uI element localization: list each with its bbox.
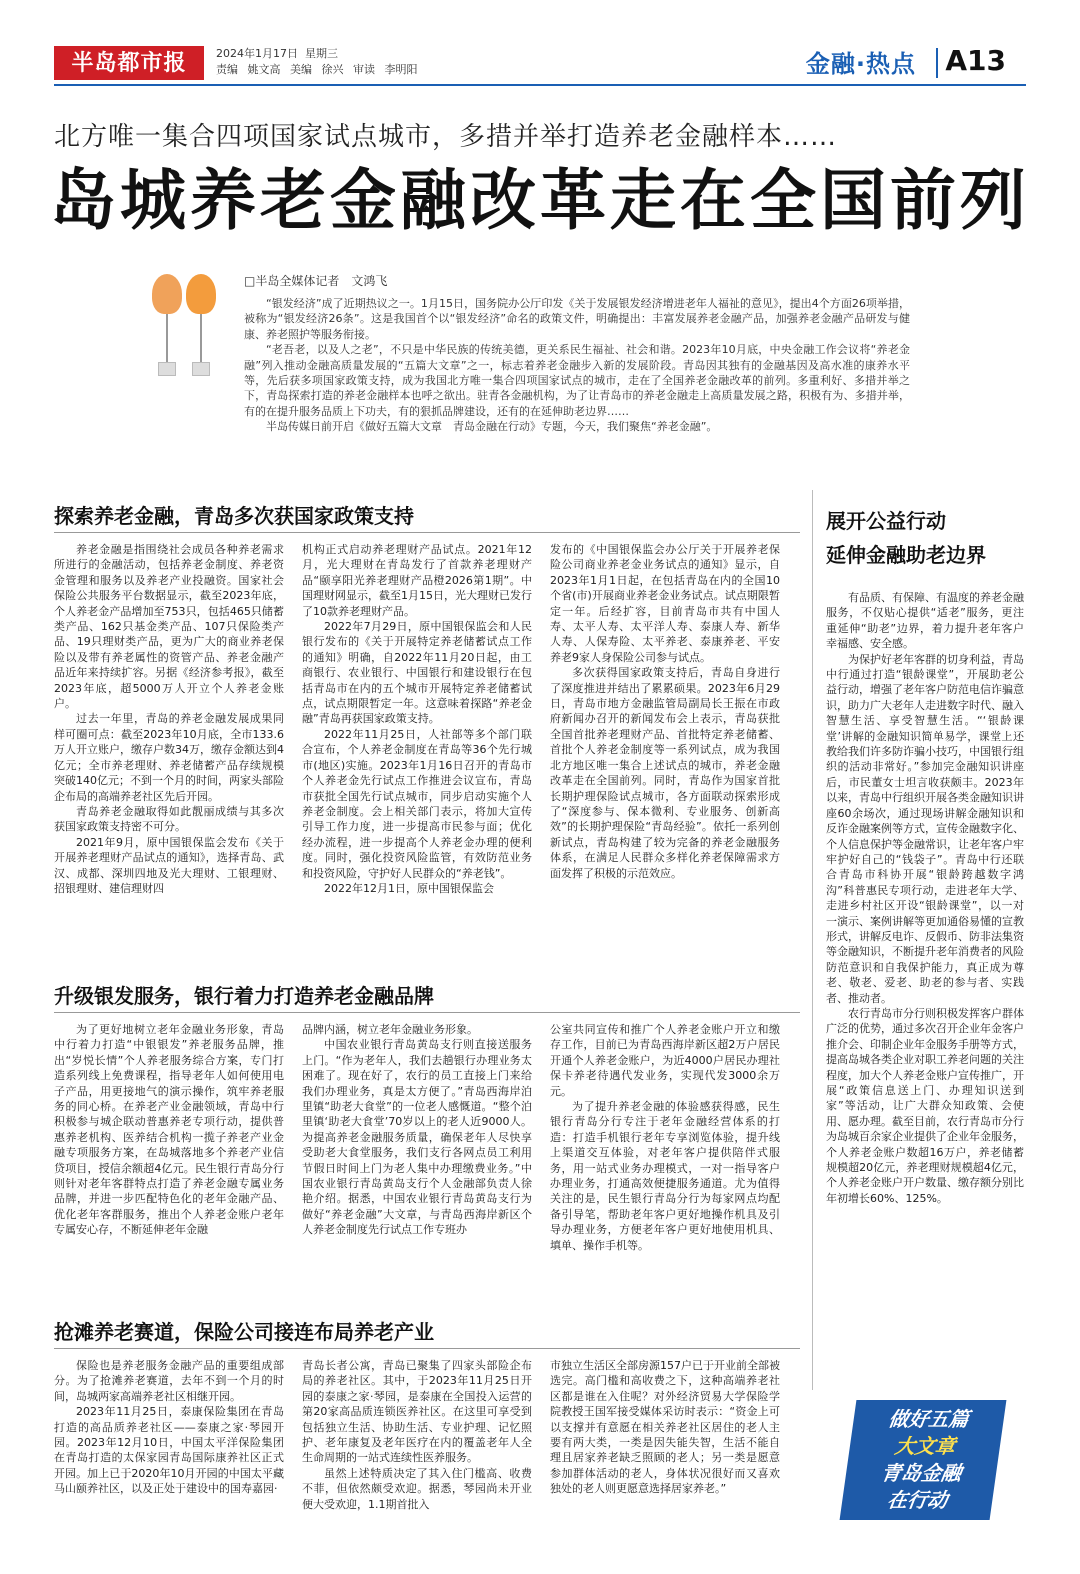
- credit-name: 李明阳: [384, 63, 418, 76]
- article-paragraph: 品牌内涵，树立老年金融业务形象。: [302, 1023, 478, 1036]
- credit-role: 美编: [290, 63, 312, 76]
- intro-paragraph: “老吾老，以及人之老”，不只是中华民族的传统美德，更关系民生福祉、社会和谐。2023年10月底，中央金融工作会议将“养老金融”列入推动金融高质量发展的“五篇大文章”之一，标志着养老金融步入新的发展阶段。青岛因其独有的金融基因及高水准的康养水平等，先后获多项国家政策支持，成为我国北方唯一集合四项国家试点的城市，走在了全国养老金融改革的前列。多重利好、多措并举之下，青岛探索打造的养老金融样本也呼之欲出。驻青各金融机构，为了让青岛市的养老金融走上高质量发展之路，积极有为、多措并举，有的在提升服务品质上下功夫，有的狠抓品牌建设，还有的在延伸助老边界……: [244, 343, 910, 418]
- article-paragraph: 市独立生活区全部房源157户已于开业前全部被选完。高门槛和高收费之下，这种高端养老社区都是谁在入住呢？对外经济贸易大学保险学院教授王国军接受媒体采访时表示：“资金上可以支撑并有意愿在相关养老社区居住的老人主要有两大类，一类是因失能失智，生活不能自理且居家养老缺乏照顾的老人；另一类是愿意参加群体活动的老人，身体状况很好而又喜欢独处的老人则更愿意选择居家养老。”: [550, 1359, 780, 1496]
- article-paragraph: 过去一年里，青岛的养老金融发展成果同样可圈可点：截至2023年10月底，全市133.6万人开立账户，缴存户数34万，缴存金额达到4亿元；全市养老理财、养老储蓄产品存续规模突破140亿元；不到一个月的时间，两家头部险企布局的高端养老社区先后开园。: [54, 712, 284, 803]
- byline: □半岛全媒体记者 文鸿飞: [244, 274, 388, 288]
- page-number: A13: [945, 44, 1006, 77]
- section-title: 探索养老金融，青岛多次获国家政策支持: [54, 504, 414, 528]
- article-column: [54, 1358, 284, 1497]
- article-column: [550, 1022, 780, 1253]
- campaign-badge-line: 青岛金融: [879, 1461, 963, 1485]
- article-paragraph: 为了提升养老金融的体验感获得感，民生银行青岛分行专注于老年金融经营体系的打造：打造手机银行老年专享浏览体验，提升线上渠道交互体验，对老年客户提供陪伴式服务，用一站式业务办理模式，一对一指导客户办理业务，打通高效便捷服务通道。尤为值得关注的是，民生银行青岛分行为每家网点均配备引导笔，帮助老年客户更好地操作机具及引导办理业务，方便老年客户更好地使用机具、填单、操作手机等。: [550, 1100, 780, 1252]
- article-paragraph: 2022年11月25日，人社部等多个部门联合宣布，个人养老金制度在青岛等36个先行城市(地区)实施。2023年1月16日召开的青岛市个人养老金先行试点工作推进会议宣布，青岛市获批全国先行试点城市，同步启动实施个人养老金制度。会上相关部门表示，将加大宣传引导工作力度，进一步提高市民参与面；优化经办流程，进一步提高个人养老金办理的便利度。同时，强化投资风险监管，有效防范业务和投资风险，守护好人民群众的“养老钱”。: [302, 727, 532, 880]
- article-paragraph: 有品质、有保障、有温度的养老金融服务，不仅贴心提供“适老”服务，更注重延伸“助老”边界，着力提升老年客户幸福感、安全感。: [826, 591, 1024, 651]
- section-title: 升级银发服务，银行着力打造养老金融品牌: [54, 984, 434, 1008]
- sidebar-title-line: 延伸金融助老边界: [826, 543, 986, 567]
- article-paragraph: 公室共同宣传和推广个人养老金账户开立和缴存工作，目前已为青岛西海岸新区超2万户居民开通个人养老金账户，为近4000户居民办理社保卡养老待遇代发业务，实现代发3000余万元。: [550, 1023, 780, 1098]
- article-paragraph: 机构正式启动养老理财产品试点。2021年12月，光大理财在青岛发行了首款养老理财产品“颐享阳光养老理财产品橙2026第1期”。中国理财网显示，截至1月15日，光大理财已发行了10款养老理财产品。: [302, 543, 532, 618]
- issue-meta: [216, 46, 424, 78]
- newspaper-logo: 半岛都市报: [54, 46, 204, 80]
- article-paragraph: 多次获得国家政策支持后，青岛自身进行了深度推进并结出了累累硕果。2023年6月29日，青岛市地方金融监管局副局长王振在市政府新闻办召开的新闻发布会上表示，青岛获批全国首批养老理财产品、首批特定养老储蓄、首批个人养老金制度等一系列试点，成为我国北方地区唯一集合上述试点的城市，养老金融改革走在全国前列。同时，青岛作为国家首批长期护理保险试点城市，各方面联动探索形成了“深度参与、保本微利、专业服务、创新高效”的长期护理保险“青岛经验”。依托一系列创新试点，青岛构建了较为完备的养老金融服务体系，在满足人民群众多样化养老保障需求方面发挥了积极的示范效应。: [550, 666, 780, 880]
- article-paragraph: 2023年11月25日，泰康保险集团在青岛打造的高品质养老社区——泰康之家·琴园开园。2023年12月10日，中国太平洋保险集团在青岛打造的太保家园青岛国际康养社区正式开园。加上已于2020年10月开园的中国太平藏马山颐养社区，以及正处于建设中的国寿嘉园·: [54, 1405, 284, 1496]
- campaign-badge: [840, 1400, 1007, 1520]
- article-column: [550, 1358, 780, 1497]
- campaign-badge-line: 做好五篇: [887, 1407, 971, 1431]
- masthead: [54, 42, 1026, 82]
- section-rule: [54, 1012, 800, 1013]
- section-label: 金融·热点: [805, 50, 916, 78]
- intro-paragraph: “银发经济”成了近期热议之一。1月15日，国务院办公厅印发《关于发展银发经济增进老年人福祉的意见》，提出4个方面26项举措，被称为“银发经济26条”。这是我国首个以“银发经济”命名的政策文件，明确提出：丰富发展养老金融产品，加强养老金融产品研发与健康、养老照护等服务衔接。: [244, 297, 910, 341]
- article-paragraph: 虽然上述特质决定了其入住门槛高、收费不菲，但依然颇受欢迎。据悉，琴园尚未开业便大受欢迎，1.1期首批入: [302, 1466, 532, 1511]
- issue-weekday: 星期三: [305, 47, 338, 60]
- quote-mark-icon: [150, 270, 230, 390]
- credit-name: 姚文高: [247, 63, 281, 76]
- article-paragraph: 2021年9月，原中国银保监会发布《关于开展养老理财产品试点的通知》，选择青岛、武汉、成都、深圳四地及光大理财、工银理财、招银理财、建信理财四: [54, 835, 284, 895]
- campaign-badge-line: 大文章: [893, 1434, 957, 1458]
- article-paragraph: 农行青岛市分行则积极发挥客户群体广泛的优势，通过多次召开企业年金客户推介会、印制企业年金服务手册等方式，提高岛城各类企业对职工养老问题的关注程度，加大个人养老金账户宣传推广，开展“政策信息送上门、办理知识送到家”等活动，让广大群众知政策、会使用、愿办理。截至目前，农行青岛市分行为岛城百余家企业提供了企业年金服务，个人养老金账户数超16万户，养老储蓄规模超20亿元，养老理财规模超4亿元，个人养老金账户开户数量、缴存额分别比年初增长60%、125%。: [826, 1006, 1024, 1205]
- section-rule: [54, 1348, 800, 1349]
- article-paragraph: 发布的《中国银保监会办公厅关于开展养老保险公司商业养老金业务试点的通知》显示，自2023年1月1日起，在包括青岛在内的全国10个省(市)开展商业养老金业务试点。试点期限暂定一年。后经扩容，目前青岛市共有中国人寿、太平人寿、太平洋人寿、泰康人寿、新华人寿、人保寿险、太平养老、泰康养老、平安养老9家人身保险公司参与试点。: [550, 543, 780, 664]
- issue-date: 2024年1月17日: [216, 47, 298, 60]
- article-paragraph: 保险也是养老服务金融产品的重要组成部分。为了抢滩养老赛道，去年不到一个月的时间，岛城两家高端养老社区相继开园。: [54, 1359, 284, 1403]
- article-paragraph: 养老金融是指围绕社会成员各种养老需求所进行的金融活动，包括养老金制度、养老资金管理和服务以及养老产业投融资。国家社会保险公共服务平台数据显示，截至2023年底，个人养老金产品增加至753只，包括465只储蓄类产品、162只基金类产品、107只保险类产品、19只理财类产品，更为广大的商业养老保险以及带有养老属性的资管产品、养老金融产品近年来持续扩容。另据《经济参考报》，截至2023年底，超5000万人开立个人养老金账户。: [54, 543, 284, 711]
- credit-name: 徐兴: [321, 63, 344, 76]
- main-headline: 岛城养老金融改革走在全国前列: [50, 162, 1030, 239]
- sidebar-title-line: 展开公益行动: [826, 509, 946, 533]
- article-paragraph: 2022年7月29日，原中国银保监会和人民银行发布的《关于开展特定养老储蓄试点工作的通知》明确，自2022年11月20日起，由工商银行、农业银行、中国银行和建设银行在包括青岛市在内的五个城市开展特定养老储蓄试点，试点期限暂定一年。这意味着探路“养老金融”青岛再获国家政策支持。: [302, 620, 532, 726]
- article-paragraph: 青岛长者公寓，青岛已聚集了四家头部险企布局的养老社区。其中，于2023年11月25日开园的泰康之家·琴园，是泰康在全国投入运营的第20家高品质连锁医养社区。在这里可享受到包括独立生活、协助生活、专业护理、记忆照护、老年康复及老年医疗在内的覆盖老年人全生命周期的一站式连续性医养服务。: [302, 1359, 532, 1465]
- article-paragraph: 为了更好地树立老年金融业务形象，青岛中行着力打造“中银银发”养老服务品牌，推出“岁悦长情”个人养老服务综合方案，专门打造系列线上免费课程，指导老年人如何使用电子产品，用更接地气的演示操作，筑牢养老服务的同心桥。在养老产业金融领域，青岛中行积极参与城企联动普惠养老专项行动，提供普惠养老机构、医养结合机构一揽子养老产业金融专项服务方案，在岛城落地多个养老产业信贷项目，授信余额超4亿元。民生银行青岛分行则针对老年客群特点打造了养老金融专属业务品牌，并进一步匹配特色化的老年金融产品、优化老年客群服务，推出个人养老金账户老年专属安心存，不断延伸老年金融: [54, 1023, 284, 1237]
- article-paragraph: 2022年12月1日，原中国银保监会: [324, 881, 494, 895]
- credits-row: [216, 62, 424, 78]
- campaign-badge-line: 在行动: [885, 1488, 950, 1512]
- article-column: [302, 1022, 532, 1238]
- page-divider: [936, 48, 938, 78]
- masthead-rule: [54, 84, 1026, 86]
- issue-date-row: [216, 46, 424, 62]
- article-column: [54, 1022, 284, 1238]
- article-column: [302, 542, 532, 896]
- column-divider: [812, 490, 813, 1390]
- credit-role: 审读: [353, 63, 375, 76]
- section-title: 抢滩养老赛道，保险公司接连布局养老产业: [54, 1320, 434, 1344]
- article-paragraph: 为保护好老年客群的切身利益，青岛中行通过打造“银龄课堂”，开展助老公益行动，增强了老年客户防范电信诈骗意识，助力广大老年人走进数字时代、融入智慧生活、享受智慧生活。“‘银龄课堂’讲解的金融知识简单易学，课堂上还教给我们许多防诈骗小技巧，中国银行组织的活动非常好。”参加完金融知识讲座后，市民董女士坦言收获颇丰。2023年以来，青岛中行组织开展各类金融知识讲座60余场次，通过现场讲解金融知识和反诈金融案例等方式，宣传金融数字化、个人信息保护等金融常识，让老年客户牢牢护好自己的“钱袋子”。青岛中行还联合青岛市科协开展“银龄跨越数字鸿沟”科普惠民专项行动，走进老年大学、走进乡村社区开设“银龄课堂”，以一对一演示、案例讲解等更加通俗易懂的宣教形式，讲解反电诈、反假币、防非法集资等金融知识，不断提升老年消费者的风险防范意识和自我保护能力，真正成为尊老、敬老、爱老、助老的参与者、实践者、推动者。: [826, 652, 1024, 1005]
- sidebar-title: [826, 504, 1026, 572]
- article-paragraph: 青岛养老金融取得如此靓丽成绩与其多次获国家政策支持密不可分。: [54, 804, 284, 834]
- section-rule: [54, 532, 800, 533]
- intro-paragraph: 半岛传媒日前开启《做好五篇大文章 青岛金融在行动》专题，今天，我们聚焦“养老金融”。: [266, 420, 718, 434]
- intro-text: [244, 296, 910, 435]
- article-column: [302, 1358, 532, 1512]
- article-column: [550, 542, 780, 881]
- credit-role: 责编: [216, 63, 238, 76]
- sidebar-column: [826, 590, 1024, 1206]
- headline-kicker: 北方唯一集合四项国家试点城市，多措并举打造养老金融样本……: [54, 122, 838, 152]
- article-paragraph: 中国农业银行青岛黄岛支行则直接送服务上门。“作为老年人，我们去趟银行办理业务太困难了。现在好了，农行的员工直接上门来给我们办理业务，真是太方便了。”青岛西海岸泊里镇“助老大食堂”的一位老人感慨道。“整个泊里镇‘助老大食堂’70岁以上的老人近9000人。为提高养老金融服务质量，确保老年人尽快享受助老大食堂服务，我们支行各网点员工利用节假日时间上门为老人集中办理缴费业务。”中国农业银行青岛黄岛支行个人金融部负责人徐艳介绍。据悉，中国农业银行青岛黄岛支行为做好“养老金融”大文章，与青岛西海岸新区个人养老金制度先行试点工作专班办: [302, 1038, 532, 1237]
- article-column: [54, 542, 284, 896]
